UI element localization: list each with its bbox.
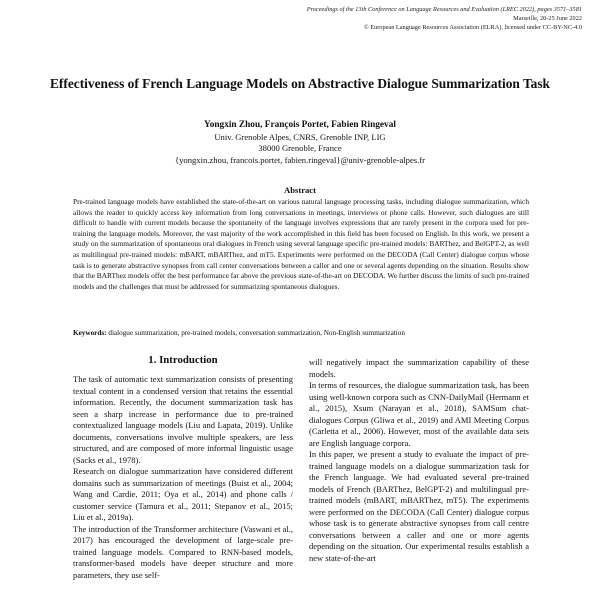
keywords-text: dialogue summarization, pre-trained models, conversation summarization, Non-English summarization <box>106 329 405 337</box>
proceedings-header <box>162 5 582 33</box>
paragraph: will negatively impact the summarization capability of these models. <box>309 357 529 379</box>
left-column <box>73 374 293 600</box>
abstract-heading: Abstract <box>284 185 316 195</box>
section-heading-introduction: 1. Introduction <box>148 354 218 366</box>
affiliation: Univ. Grenoble Alpes, CNRS, Grenoble INP, LIG <box>214 131 386 142</box>
address: 38000 Grenoble, France <box>258 143 342 154</box>
keywords <box>73 328 529 338</box>
paragraph: Research on dialogue summarization have considered different domains such as summarization of meetings (Buist et al., 2004; Wang and Cardie, 2011; Oya et al., 2014) and phone calls / customer service (Tamura et al., 2011; Stepanov et al., 2015; Liu et al., 2019a). <box>73 466 293 522</box>
license-line: © European Language Resources Association (ELRA), licensed under CC-BY-NC-4.0 <box>363 24 582 32</box>
keywords-label: Keywords: <box>73 329 107 337</box>
author-emails: {yongxin.zhou, francois.portet, fabien.ringeval}@univ-grenoble-alpes.fr <box>174 154 426 165</box>
author-names: Yongxin Zhou, François Portet, Fabien Ringeval <box>204 120 396 130</box>
paragraph: In this paper, we present a study to evaluate the impact of pre-trained language models on a dialogue summarization task for the French language. We had evaluated several pre-trained models of French (BARThez, BelGPT-2) and multilingual pre-trained models (mBART, mBARThez, mT5). The experiments were performed on the DECODA (Call Center) dialogue corpus whose task is to generate abstractive synopses from call centre conversations between a caller and one or more agents depending on the situation. Our experimental results establish a new state-of-the-art <box>309 449 529 563</box>
paragraph: In terms of resources, the dialogue summarization task, has been using well-known corpora such as CNN-DailyMail (Hermann et al., 2015), Xsum (Narayan et al., 2018), SAMSum chat-dialogues Corpus (Gliwa et al., 2019) and AMI Meeting Corpus (Carletta et al., 2006). However, most of the available data sets are English language corpora. <box>309 380 529 448</box>
paragraph: The task of automatic text summarization consists of presenting textual content in a condensed version that retains the essential information. Recently, the document summarization task has seen a sharp increase in performance due to pre-trained contextualized language models (Liu and Lapata, 2019). Unlike documents, conversations involve multiple speakers, are less structured, and are composed of more informal linguistic usage (Sacks et al., 1978). <box>73 374 293 465</box>
venue-line: Proceedings of the 13th Conference on Language Resources and Evaluation (LREC 2022), pages 3571–3581 <box>306 6 582 13</box>
paper-title: Effectiveness of French Language Models on Abstractive Dialogue Summarization Task <box>49 76 551 91</box>
paragraph: The introduction of the Transformer architecture (Vaswani et al., 2017) has encouraged the development of large-scale pre-trained language models. Compared to RNN-based models, transformer-based models have deeper structure and more parameters, they use self- <box>73 523 293 580</box>
right-column <box>309 357 529 600</box>
abstract-text: Pre-trained language models have established the state-of-the-art on various natural language processing tasks, including dialogue summarization, which allows the reader to quickly access key information from long conversations in meetings, interviews or phone calls. However, such dialogues are still difficult to handle with current models because the spontaneity of the language involves expressions that are rarely present in the corpora used for pre-training the language models. Moreover, the vast majority of the work accomplished in this field has been focused on English. In this work, we present a study on the summarization of spontaneous oral dialogues in French using several language specific pre-trained models: BARThez, and BelGPT-2, as well as multilingual pre-trained models: mBART, mBARThez, and mT5. Experiments were performed on the DECODA (Call Center) dialogue corpus whose task is to generate abstractive synopses from call center conversations between a caller and one or several agents depending on the situation. Results show that the BARThez models offer the best performance far above the previous state-of-the-art on DECODA. We further discuss the limits of such pre-trained models and the challenges that must be addressed for summarizing spontaneous dialogues. <box>73 197 529 291</box>
place-line: Marseille, 20-25 June 2022 <box>513 15 582 23</box>
author-block <box>60 120 540 166</box>
